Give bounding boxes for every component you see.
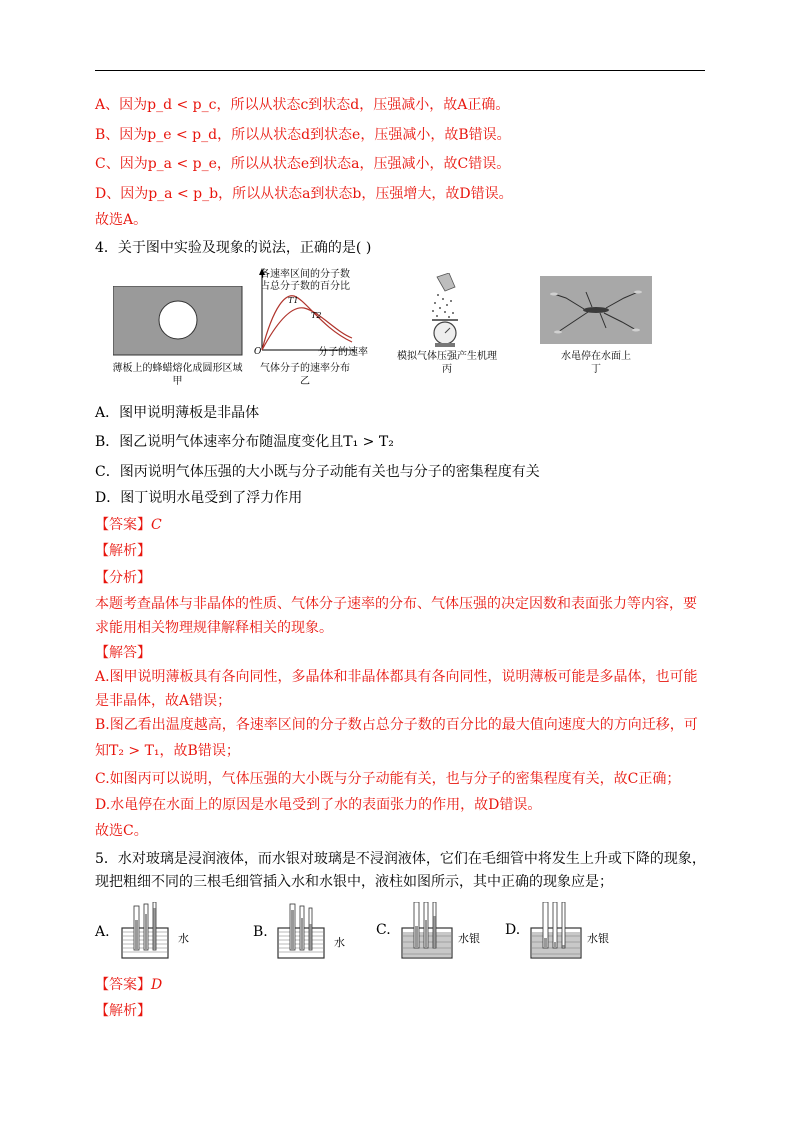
q5-answer-value: D (151, 977, 163, 993)
q4-jieda-label: 【解答】 (95, 645, 151, 661)
figure-ding-caption: 水黾停在水面上 (561, 351, 631, 362)
q5-option-c-label: C. (376, 922, 391, 938)
figure-bing-scale (425, 273, 465, 348)
q4-fenxi-line-2: 求能用相关物理规律解释相关的现象。 (95, 620, 333, 636)
figure-yi-caption: 气体分子的速率分布 (260, 363, 350, 374)
figure-yi-xlabel: 分子的速率 (318, 347, 368, 358)
q5-analysis-label: 【解析】 (95, 1003, 151, 1019)
q5-option-d-figure (527, 902, 587, 962)
figure-bing-label: 丙 (442, 364, 452, 375)
figure-jia-plate (113, 286, 243, 356)
figure-ding-photo (540, 276, 652, 344)
q4-answer-label: 【答案】 (95, 517, 151, 533)
q3-conclusion: 故选A。 (95, 212, 148, 228)
q4-jieda-line-4: 知T₂ > T₁，故B错误； (95, 743, 240, 759)
figure-ding-label: 丁 (591, 364, 601, 375)
q3-solution-line-b: B、因为p_e < p_d，所以从状态d到状态e，压强减小，故B错误。 (95, 127, 511, 143)
header-rule (95, 70, 705, 71)
q4-option-c: C．图丙说明气体压强的大小既与分子动能有关也与分子的密集程度有关 (95, 464, 540, 480)
figure-yi-label: 乙 (300, 376, 310, 387)
q4-jieda-line-1: A.图甲说明薄板具有各向同性，多晶体和非晶体都具有各向同性，说明薄板可能是多晶体，也可能 (95, 669, 698, 685)
figure-yi-title-1: 各速率区间的分子数 (260, 269, 350, 280)
q5-answer-row (95, 975, 162, 995)
q4-stem: 4．关于图中实验及现象的说法，正确的是( ) (95, 240, 372, 256)
q5-option-a-figure (118, 902, 178, 962)
q5-option-d-label: D. (505, 922, 521, 938)
q4-fenxi-label: 【分析】 (95, 570, 151, 586)
figure-yi-t2-label: T2 (311, 311, 322, 320)
q5-option-c-mercury-label: 水银 (458, 932, 480, 945)
q4-fenxi-line-1: 本题考查晶体与非晶体的性质、气体分子速率的分布、气体压强的决定因数和表面张力等内容，要 (95, 596, 697, 612)
q5-option-b-label: B. (253, 924, 268, 940)
figure-jia-caption: 薄板上的蜂蜡熔化成圆形区域 (112, 363, 243, 374)
q4-jieda-line-6: D.水黾停在水面上的原因是水黾受到了水的表面张力的作用，故D错误。 (95, 797, 542, 813)
q4-option-d: D．图丁说明水黾受到了浮力作用 (95, 490, 303, 506)
q4-jieda-line-2: 是非晶体，故A错误； (95, 693, 232, 709)
q3-solution-line-c: C、因为p_a < p_e，所以从状态e到状态a，压强减小，故C错误。 (95, 156, 511, 172)
q5-answer-label: 【答案】 (95, 977, 151, 993)
figure-yi-origin: O (254, 347, 262, 357)
q4-conclusion: 故选C。 (95, 823, 148, 839)
figure-yi-title-2: 占总分子数的百分比 (260, 281, 350, 292)
figure-bing-caption: 模拟气体压强产生机理 (397, 351, 497, 362)
q3-solution-line-a: A、因为p_d < p_c，所以从状态c到状态d，压强减小，故A正确。 (95, 97, 510, 113)
figure-yi-t1-label: T1 (288, 296, 299, 305)
figure-jia-label: 甲 (172, 376, 183, 387)
q4-jieda-line-5: C.如图丙可以说明，气体压强的大小既与分子动能有关，也与分子的密集程度有关，故C正确； (95, 771, 681, 787)
q4-option-a: A．图甲说明薄板是非晶体 (95, 405, 260, 421)
q5-option-a-water-label: 水 (178, 932, 189, 945)
q4-answer-row (95, 515, 162, 535)
q5-option-c-figure (398, 902, 458, 962)
q5-option-d-mercury-label: 水银 (587, 932, 609, 945)
q4-analysis-label: 【解析】 (95, 543, 151, 559)
q5-option-b-water-label: 水 (334, 936, 345, 949)
q4-option-b: B．图乙说明气体速率分布随温度变化且T₁ > T₂ (95, 434, 394, 450)
q4-jieda-line-3: B.图乙看出温度越高，各速率区间的分子数占总分子数的百分比的最大值向速度大的方向迁移，可 (95, 717, 698, 733)
q5-stem-line-2: 现把粗细不同的三根毛细管插入水和水银中，液柱如图所示，其中正确的现象应是； (95, 874, 613, 890)
q5-stem-line-1: 5．水对玻璃是浸润液体，而水银对玻璃是不浸润液体，它们在毛细管中将发生上升或下降的现象， (95, 851, 706, 867)
q5-option-a-label: A. (95, 924, 110, 940)
q3-solution-line-d: D、因为p_a < p_b，所以从状态a到状态b，压强增大，故D错误。 (95, 186, 513, 202)
q4-answer-value: C (151, 517, 162, 533)
q5-option-b-figure (274, 902, 334, 962)
